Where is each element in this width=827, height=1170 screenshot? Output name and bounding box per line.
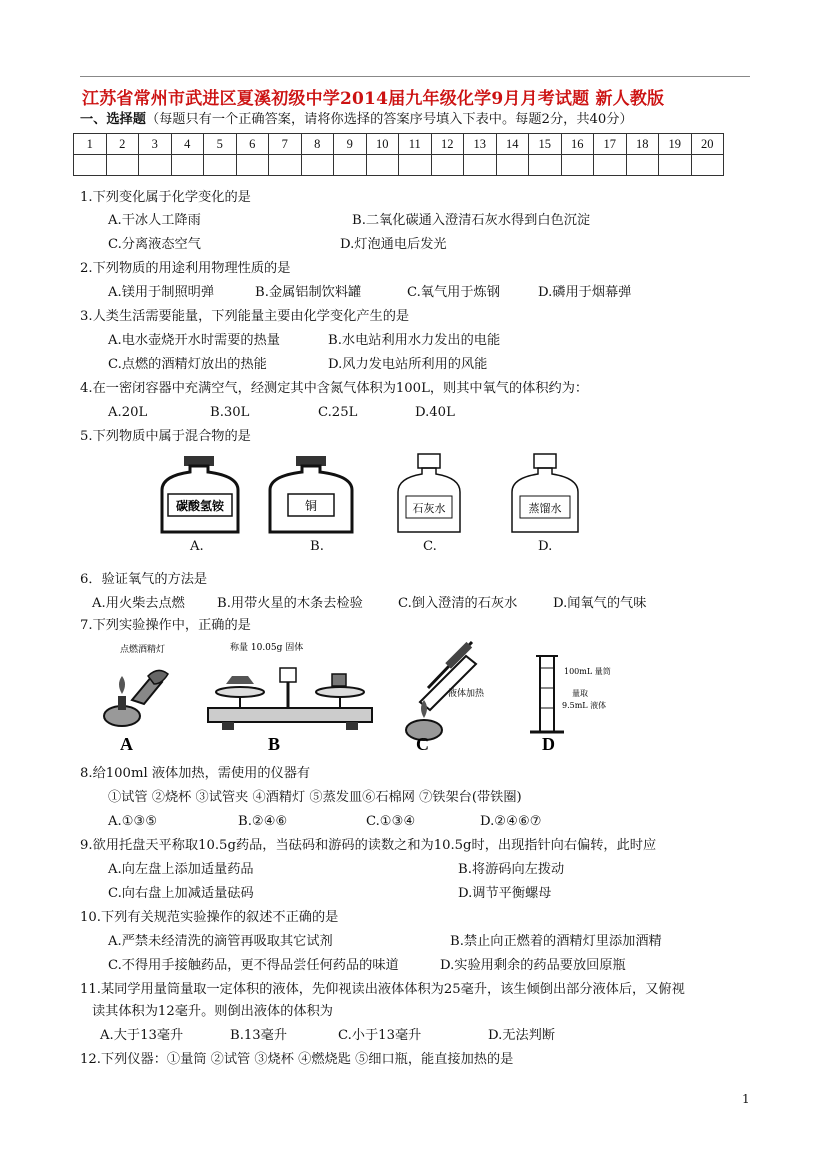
header-rule [80,76,750,77]
answer-number: 19 [659,134,692,155]
answer-cell[interactable] [366,155,399,176]
answer-number: 10 [366,134,399,155]
answer-number: 5 [204,134,237,155]
option: C.氧气用于炼钢 [407,285,500,300]
option: D. [538,539,553,554]
option: B.②④⑥ [238,814,288,829]
answer-number: 4 [171,134,204,155]
fig-a-caption: 点燃酒精灯 [120,645,166,655]
answer-number: 15 [529,134,562,155]
question-stem: 3.人类生活需要能量，下列能量主要由化学变化产生的是 [80,309,410,324]
lab-operations-figure [100,638,611,756]
option: A.干冰人工降雨 [108,213,201,228]
option: C.倒入澄清的石灰水 [398,596,518,611]
fig-d-caption-2: 量取 [572,689,588,698]
option: D.磷用于烟幕弹 [538,285,632,300]
answer-number: 12 [431,134,464,155]
section-heading-line [80,112,633,128]
answer-number: 16 [561,134,594,155]
question-stem: 12.下列仪器：①量筒 ②试管 ③烧杯 ④燃烧匙 ⑤细口瓶，能直接加热的是 [80,1052,514,1067]
option: D.闻氧气的气味 [553,596,647,611]
fig-d-caption-1: 100mL 量筒 [564,667,611,676]
option: D.实验用剩余的药品要放回原瓶 [440,958,626,973]
fig-d-caption-3: 9.5mL 液体 [562,701,607,710]
answer-number: 18 [626,134,659,155]
answer-cell[interactable] [626,155,659,176]
answer-number: 11 [399,134,432,155]
option: A.大于13毫升 [100,1028,184,1043]
section-note: （每题只有一个正确答案，请将你选择的答案序号填入下表中。每题2分，共40分） [145,112,633,127]
option: A. [190,539,204,554]
option: B.将游码向左拨动 [458,862,565,877]
answer-cell[interactable] [236,155,269,176]
answer-cell[interactable] [691,155,724,176]
fig-label-a: A [120,734,133,754]
answer-number: 2 [106,134,139,155]
answer-cell[interactable] [139,155,172,176]
question-subline: ①试管 ②烧杯 ③试管夹 ④酒精灯 ⑤蒸发皿⑥石棉网 ⑦铁架台(带铁圈) [108,790,522,805]
option: C.25L [318,405,358,420]
option: D.风力发电站所利用的风能 [328,357,488,372]
option: D.调节平衡螺母 [458,886,552,901]
option: B.禁止向正燃着的酒精灯里添加酒精 [450,934,662,949]
answer-cell[interactable] [529,155,562,176]
answer-number: 3 [139,134,172,155]
answer-cell[interactable] [171,155,204,176]
bottle-label-d: 蒸馏水 [528,503,562,515]
question-stem: 10.下列有关规范实验操作的叙述不正确的是 [80,910,339,925]
answer-number-row [74,134,724,155]
question-stem: 5.下列物质中属于混合物的是 [80,429,251,444]
bottle-label-b: 铜 [304,499,318,513]
reagent-bottles-figure [160,452,600,536]
answer-number: 6 [236,134,269,155]
option: C.①③④ [366,814,416,829]
fig-b-caption: 称量 10.05g 固体 [230,643,304,653]
option: C.小于13毫升 [338,1028,422,1043]
option: B.二氧化碳通入澄清石灰水得到白色沉淀 [352,213,591,228]
answer-cell[interactable] [659,155,692,176]
answer-number: 9 [334,134,367,155]
answer-table [73,133,724,176]
answer-number: 13 [464,134,497,155]
balance-drawing [208,668,372,730]
question-stem: 6．验证氧气的方法是 [80,572,208,587]
answer-cell[interactable] [269,155,302,176]
bottle-a [162,456,238,532]
option: A.严禁未经清洗的滴管再吸取其它试剂 [108,934,333,949]
answer-cell[interactable] [431,155,464,176]
fig-c-caption: 液体加热 [448,689,485,699]
option: D.②④⑥⑦ [480,814,542,829]
alcohol-lamps-drawing [104,670,168,726]
bottle-label-c: 石灰水 [412,503,446,515]
option: B.30L [210,405,250,420]
question-stem: 1.下列变化属于化学变化的是 [80,190,251,205]
section-heading: 一、选择题 [80,112,146,127]
fig-label-d: D [542,734,555,754]
cylinder-drawing [530,656,564,732]
question-stem: 8.给100ml 液体加热，需使用的仪器有 [80,766,311,781]
option: B.水电站利用水力发出的电能 [328,333,501,348]
answer-number: 17 [594,134,627,155]
question-stem: 7.下列实验操作中，正确的是 [80,618,251,633]
answer-cell[interactable] [399,155,432,176]
option: D.无法判断 [488,1028,556,1043]
option: B.金属铝制饮料罐 [255,285,362,300]
question-stem: 4.在一密闭容器中充满空气，经测定其中含氮气体积为100L，则其中氧气的体积约为： [80,381,589,396]
option: A.向左盘上添加适量药品 [108,862,254,877]
answer-cell[interactable] [301,155,334,176]
question-stem-continued: 读其体积为12毫升。则倒出液体的体积为 [92,1004,333,1019]
option: B.用带火星的木条去检验 [217,596,363,611]
answer-cell[interactable] [74,155,107,176]
answer-cell[interactable] [496,155,529,176]
answer-number: 14 [496,134,529,155]
bottle-label-a: 碳酸氢铵 [175,499,225,513]
option: B.13毫升 [230,1028,288,1043]
answer-number: 20 [691,134,724,155]
option: C.分离液态空气 [108,237,201,252]
answer-blank-row [74,155,724,176]
option: C.向右盘上加减适量砝码 [108,886,254,901]
option: D.40L [415,405,455,420]
answer-cell[interactable] [561,155,594,176]
answer-number: 7 [269,134,302,155]
option: A.20L [108,405,148,420]
option: D.灯泡通电后发光 [340,237,447,252]
bottle-d [512,454,578,532]
option: A.镁用于制照明弹 [108,285,215,300]
bottle-b [270,456,352,532]
answer-cell[interactable] [334,155,367,176]
answer-cell[interactable] [204,155,237,176]
option: C.点燃的酒精灯放出的热能 [108,357,267,372]
option: A.用火柴去点燃 [92,596,185,611]
page-title: 江苏省常州市武进区夏溪初级中学2014届九年级化学9月月考试题 新人教版 [82,89,665,109]
page-number: 1 [742,1092,750,1106]
question-stem: 2.下列物质的用途利用物理性质的是 [80,261,291,276]
bottle-c [398,454,460,532]
option: C. [423,539,437,554]
option: B. [310,539,324,554]
answer-cell[interactable] [106,155,139,176]
option: A.电水壶烧开水时需要的热量 [108,333,280,348]
answer-number: 1 [74,134,107,155]
answer-cell[interactable] [594,155,627,176]
option: C.不得用手接触药品，更不得品尝任何药品的味道 [108,958,399,973]
question-stem: 9.欲用托盘天平称取10.5g药品，当砝码和游码的读数之和为10.5g时，出现指针向右偏转，此时应 [80,838,657,853]
answer-number: 8 [301,134,334,155]
answer-cell[interactable] [464,155,497,176]
fig-label-c: C [416,734,429,754]
question-stem: 11.某同学用量筒量取一定体积的液体，先仰视读出液体体积为25毫升，该生倾倒出部分液体后，又俯视 [80,982,685,997]
fig-label-b: B [268,734,281,754]
option: A.①③⑤ [108,814,158,829]
